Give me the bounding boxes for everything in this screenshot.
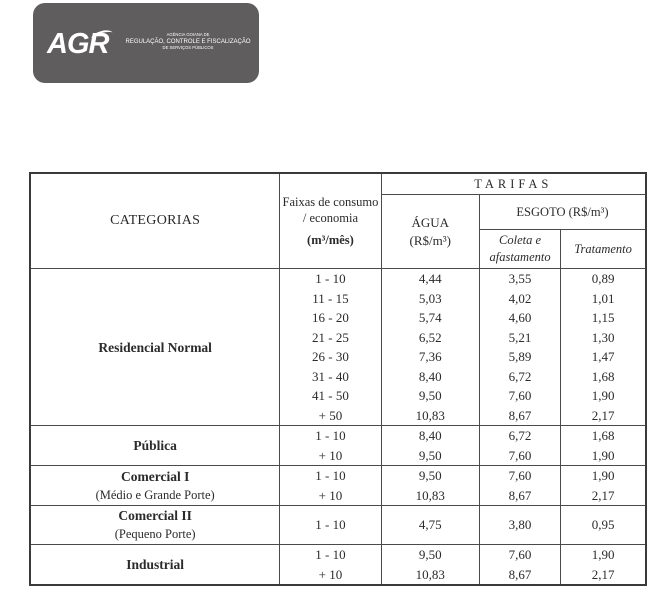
tratamento-value: 1,01	[591, 290, 615, 306]
category-cell	[30, 466, 280, 506]
faixa-value: + 10	[318, 447, 343, 463]
coleta-value: 3,55	[508, 271, 532, 286]
faixa-value: 21 - 25	[312, 329, 349, 345]
header-faixas-label: Faixas de consumo / economia	[282, 195, 379, 225]
coleta-value: 4,60	[508, 310, 532, 325]
agr-logo-mark	[47, 29, 127, 59]
category-cell	[30, 545, 280, 586]
agr-logo-line-1: AGÊNCIA GOIANA DE	[166, 32, 210, 37]
header-agua-unit: (R$/m³)	[409, 232, 451, 248]
category-name: Pública	[133, 438, 177, 453]
tratamento-value: 1,90	[591, 388, 615, 403]
agua-value: 8,40	[418, 368, 442, 384]
tratamento-value: 1,90	[591, 547, 615, 562]
tratamento-cell	[561, 545, 646, 586]
agua-cell	[381, 545, 479, 586]
tariff-table	[29, 172, 647, 586]
agr-logo-line-2: REGULAÇÃO, CONTROLE E FISCALIZAÇÃO	[125, 38, 251, 45]
header-faixas-unit: (m³/mês)	[307, 233, 354, 247]
faixa-value: 1 - 10	[315, 547, 346, 562]
tratamento-value: 1,90	[591, 447, 615, 463]
coleta-value: 7,60	[508, 468, 532, 483]
agua-value: 5,03	[418, 290, 442, 306]
category-group-row	[30, 269, 646, 426]
agr-logo-caption	[123, 32, 253, 52]
agr-logo-line-3: DE SERVIÇOS PÚBLICOS	[162, 45, 214, 51]
agua-value: 8,40	[418, 428, 442, 443]
faixa-value: 26 - 30	[312, 349, 349, 364]
coleta-value: 7,60	[508, 547, 532, 562]
category-cell	[30, 426, 280, 466]
tratamento-value: 0,89	[591, 271, 615, 286]
tratamento-cell	[561, 506, 646, 545]
agua-cell	[381, 269, 479, 426]
faixa-value: 11 - 15	[312, 290, 349, 306]
agua-value: 7,36	[418, 349, 442, 364]
faixa-value: 1 - 10	[315, 428, 346, 443]
tratamento-value: 2,17	[591, 566, 615, 582]
agua-cell	[381, 466, 479, 506]
category-cell	[30, 506, 280, 545]
coleta-value: 5,89	[508, 349, 532, 364]
agua-value: 10,83	[415, 566, 445, 582]
faixa-value: 1 - 10	[315, 468, 346, 483]
faixa-cell	[280, 545, 381, 586]
header-coleta: Coleta e afastamento	[479, 230, 560, 269]
agua-value: 10,83	[415, 487, 445, 503]
coleta-cell	[479, 269, 560, 426]
coleta-value: 6,72	[508, 368, 532, 384]
agua-value: 6,52	[418, 329, 442, 345]
agua-value: 9,50	[418, 547, 442, 562]
header-agua-label: ÁGUA	[411, 214, 450, 230]
category-group-row	[30, 506, 646, 545]
agr-logo	[33, 3, 259, 83]
tratamento-value: 1,90	[591, 468, 615, 483]
faixa-cell	[280, 466, 381, 506]
tratamento-value: 1,30	[591, 329, 615, 345]
agua-cell	[381, 506, 479, 545]
tratamento-value: 1,47	[591, 349, 615, 364]
agua-cell	[381, 426, 479, 466]
coleta-value: 7,60	[508, 388, 532, 403]
coleta-value: 3,80	[508, 517, 532, 533]
agua-value: 10,83	[415, 407, 445, 423]
agua-value: 4,75	[418, 517, 442, 533]
coleta-value: 8,67	[508, 487, 532, 503]
category-group-row	[30, 545, 646, 586]
category-name: Residencial Normal	[98, 339, 212, 355]
coleta-cell	[479, 466, 560, 506]
faixa-cell	[280, 426, 381, 466]
faixa-value: + 10	[318, 566, 343, 582]
tratamento-value: 1,15	[591, 310, 615, 325]
category-subtitle: (Pequeno Porte)	[114, 527, 196, 541]
category-cell	[30, 269, 280, 426]
agua-value: 5,74	[418, 310, 442, 325]
faixa-value: 41 - 50	[312, 388, 349, 403]
tratamento-value: 0,95	[591, 517, 615, 533]
tratamento-value: 2,17	[591, 487, 615, 503]
agua-value: 9,50	[418, 388, 442, 403]
coleta-value: 4,02	[508, 290, 532, 306]
coleta-cell	[479, 426, 560, 466]
tariff-table-body	[30, 269, 646, 586]
agua-value: 9,50	[418, 468, 442, 483]
agr-logo-mark-text: AGR	[47, 28, 109, 60]
coleta-value: 7,60	[508, 447, 532, 463]
tratamento-cell	[561, 466, 646, 506]
tratamento-value: 1,68	[591, 428, 615, 443]
tariff-table-header	[30, 173, 646, 269]
header-tarifas: TARIFAS	[381, 173, 646, 195]
faixa-value: 31 - 40	[312, 368, 349, 384]
header-agua	[381, 195, 479, 269]
header-esgoto: ESGOTO (R$/m³)	[479, 195, 646, 230]
agua-value: 9,50	[418, 447, 442, 463]
category-name: Comercial I	[120, 468, 190, 484]
faixa-value: 16 - 20	[312, 310, 349, 325]
tratamento-cell	[561, 426, 646, 466]
tratamento-cell	[561, 269, 646, 426]
faixa-value: 1 - 10	[315, 271, 346, 286]
category-name: Comercial II	[118, 508, 192, 523]
tratamento-value: 2,17	[591, 407, 615, 423]
coleta-value: 8,67	[508, 566, 532, 582]
coleta-value: 5,21	[508, 329, 532, 345]
category-subtitle: (Médio e Grande Porte)	[95, 487, 215, 502]
category-group-row	[30, 426, 646, 466]
coleta-cell	[479, 545, 560, 586]
faixa-value: + 50	[318, 407, 343, 423]
faixa-value: 1 - 10	[315, 517, 346, 533]
coleta-value: 6,72	[508, 428, 532, 443]
faixa-cell	[280, 269, 381, 426]
faixa-value: + 10	[318, 487, 343, 503]
agua-value: 4,44	[418, 271, 442, 286]
tratamento-value: 1,68	[591, 368, 615, 384]
coleta-value: 8,67	[508, 407, 532, 423]
header-faixas	[280, 173, 381, 269]
coleta-cell	[479, 506, 560, 545]
faixa-cell	[280, 506, 381, 545]
category-name: Industrial	[126, 557, 185, 572]
header-categorias: CATEGORIAS	[30, 173, 280, 269]
category-group-row	[30, 466, 646, 506]
header-tratamento: Tratamento	[561, 230, 646, 269]
